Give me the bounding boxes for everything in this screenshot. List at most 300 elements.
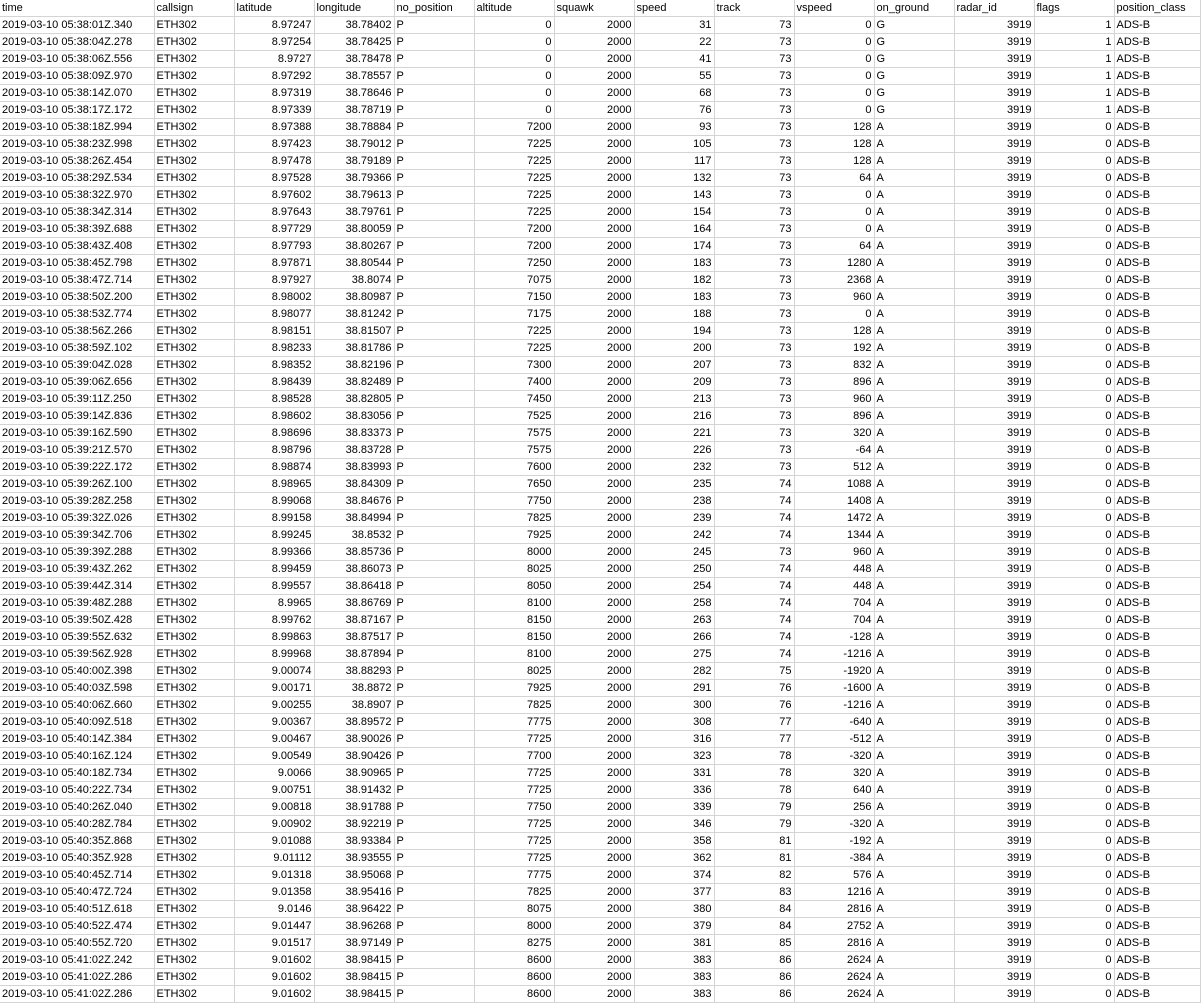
cell-position-class[interactable]: ADS-B (1114, 204, 1200, 221)
cell-altitude[interactable]: 7700 (474, 748, 554, 765)
cell-longitude[interactable]: 38.91432 (314, 782, 394, 799)
cell-vspeed[interactable]: 512 (794, 459, 874, 476)
cell-squawk[interactable]: 2000 (554, 799, 634, 816)
cell-speed[interactable]: 68 (634, 85, 714, 102)
cell-squawk[interactable]: 2000 (554, 153, 634, 170)
cell-speed[interactable]: 379 (634, 918, 714, 935)
cell-vspeed[interactable]: -1600 (794, 680, 874, 697)
cell-flags[interactable]: 0 (1034, 646, 1114, 663)
cell-latitude[interactable]: 9.00902 (234, 816, 314, 833)
cell-time[interactable]: 2019-03-10 05:38:53Z.774 (0, 306, 154, 323)
cell-latitude[interactable]: 8.98874 (234, 459, 314, 476)
cell-track[interactable]: 73 (714, 425, 794, 442)
cell-vspeed[interactable]: -384 (794, 850, 874, 867)
cell-latitude[interactable]: 8.97729 (234, 221, 314, 238)
cell-flags[interactable]: 0 (1034, 136, 1114, 153)
cell-flags[interactable]: 0 (1034, 391, 1114, 408)
cell-time[interactable]: 2019-03-10 05:40:55Z.720 (0, 935, 154, 952)
cell-position-class[interactable]: ADS-B (1114, 391, 1200, 408)
cell-longitude[interactable]: 38.83056 (314, 408, 394, 425)
cell-longitude[interactable]: 38.86418 (314, 578, 394, 595)
cell-vspeed[interactable]: -512 (794, 731, 874, 748)
cell-on-ground[interactable]: A (874, 272, 954, 289)
cell-flags[interactable]: 0 (1034, 425, 1114, 442)
cell-position-class[interactable]: ADS-B (1114, 918, 1200, 935)
cell-altitude[interactable]: 7575 (474, 442, 554, 459)
cell-no-position[interactable]: P (394, 646, 474, 663)
cell-position-class[interactable]: ADS-B (1114, 935, 1200, 952)
cell-track[interactable]: 84 (714, 918, 794, 935)
cell-position-class[interactable]: ADS-B (1114, 731, 1200, 748)
cell-no-position[interactable]: P (394, 323, 474, 340)
cell-longitude[interactable]: 38.96422 (314, 901, 394, 918)
cell-track[interactable]: 81 (714, 850, 794, 867)
cell-altitude[interactable]: 7225 (474, 340, 554, 357)
cell-latitude[interactable]: 8.99863 (234, 629, 314, 646)
cell-squawk[interactable]: 2000 (554, 442, 634, 459)
cell-no-position[interactable]: P (394, 170, 474, 187)
cell-track[interactable]: 73 (714, 544, 794, 561)
cell-on-ground[interactable]: A (874, 884, 954, 901)
cell-radar-id[interactable]: 3919 (954, 663, 1034, 680)
cell-squawk[interactable]: 2000 (554, 748, 634, 765)
cell-track[interactable]: 86 (714, 969, 794, 986)
cell-time[interactable]: 2019-03-10 05:40:06Z.660 (0, 697, 154, 714)
cell-position-class[interactable]: ADS-B (1114, 306, 1200, 323)
cell-no-position[interactable]: P (394, 663, 474, 680)
cell-on-ground[interactable]: A (874, 187, 954, 204)
cell-radar-id[interactable]: 3919 (954, 204, 1034, 221)
cell-longitude[interactable]: 38.87167 (314, 612, 394, 629)
cell-squawk[interactable]: 2000 (554, 102, 634, 119)
cell-latitude[interactable]: 9.01517 (234, 935, 314, 952)
cell-squawk[interactable]: 2000 (554, 510, 634, 527)
cell-callsign[interactable]: ETH302 (154, 459, 234, 476)
cell-position-class[interactable]: ADS-B (1114, 901, 1200, 918)
cell-squawk[interactable]: 2000 (554, 221, 634, 238)
cell-speed[interactable]: 346 (634, 816, 714, 833)
cell-flags[interactable]: 0 (1034, 306, 1114, 323)
cell-position-class[interactable]: ADS-B (1114, 408, 1200, 425)
cell-time[interactable]: 2019-03-10 05:39:22Z.172 (0, 459, 154, 476)
cell-track[interactable]: 74 (714, 629, 794, 646)
cell-longitude[interactable]: 38.84309 (314, 476, 394, 493)
cell-callsign[interactable]: ETH302 (154, 204, 234, 221)
cell-position-class[interactable]: ADS-B (1114, 748, 1200, 765)
cell-radar-id[interactable]: 3919 (954, 34, 1034, 51)
cell-altitude[interactable]: 0 (474, 85, 554, 102)
cell-flags[interactable]: 0 (1034, 510, 1114, 527)
cell-altitude[interactable]: 7825 (474, 697, 554, 714)
cell-flags[interactable]: 0 (1034, 969, 1114, 986)
cell-speed[interactable]: 336 (634, 782, 714, 799)
cell-altitude[interactable]: 7200 (474, 221, 554, 238)
cell-altitude[interactable]: 8050 (474, 578, 554, 595)
cell-longitude[interactable]: 38.98415 (314, 952, 394, 969)
cell-vspeed[interactable]: -320 (794, 816, 874, 833)
cell-speed[interactable]: 374 (634, 867, 714, 884)
cell-on-ground[interactable]: A (874, 544, 954, 561)
cell-flags[interactable]: 0 (1034, 850, 1114, 867)
cell-time[interactable]: 2019-03-10 05:38:39Z.688 (0, 221, 154, 238)
cell-radar-id[interactable]: 3919 (954, 918, 1034, 935)
cell-position-class[interactable]: ADS-B (1114, 867, 1200, 884)
cell-speed[interactable]: 143 (634, 187, 714, 204)
cell-speed[interactable]: 105 (634, 136, 714, 153)
cell-flags[interactable]: 0 (1034, 595, 1114, 612)
cell-on-ground[interactable]: A (874, 901, 954, 918)
cell-radar-id[interactable]: 3919 (954, 102, 1034, 119)
cell-callsign[interactable]: ETH302 (154, 833, 234, 850)
cell-track[interactable]: 73 (714, 68, 794, 85)
cell-position-class[interactable]: ADS-B (1114, 340, 1200, 357)
cell-latitude[interactable]: 9.01602 (234, 969, 314, 986)
cell-vspeed[interactable]: -1920 (794, 663, 874, 680)
cell-altitude[interactable]: 8000 (474, 918, 554, 935)
cell-radar-id[interactable]: 3919 (954, 901, 1034, 918)
cell-vspeed[interactable]: -128 (794, 629, 874, 646)
cell-longitude[interactable]: 38.91788 (314, 799, 394, 816)
cell-altitude[interactable]: 7075 (474, 272, 554, 289)
cell-no-position[interactable]: P (394, 697, 474, 714)
cell-squawk[interactable]: 2000 (554, 17, 634, 34)
cell-altitude[interactable]: 8025 (474, 663, 554, 680)
cell-no-position[interactable]: P (394, 85, 474, 102)
cell-squawk[interactable]: 2000 (554, 323, 634, 340)
cell-on-ground[interactable]: A (874, 527, 954, 544)
cell-no-position[interactable]: P (394, 680, 474, 697)
cell-position-class[interactable]: ADS-B (1114, 714, 1200, 731)
cell-vspeed[interactable]: -1216 (794, 697, 874, 714)
cell-longitude[interactable]: 38.95068 (314, 867, 394, 884)
cell-latitude[interactable]: 8.99557 (234, 578, 314, 595)
cell-callsign[interactable]: ETH302 (154, 510, 234, 527)
cell-vspeed[interactable]: 0 (794, 221, 874, 238)
cell-track[interactable]: 73 (714, 255, 794, 272)
cell-no-position[interactable]: P (394, 51, 474, 68)
cell-radar-id[interactable]: 3919 (954, 629, 1034, 646)
cell-speed[interactable]: 232 (634, 459, 714, 476)
cell-vspeed[interactable]: 128 (794, 119, 874, 136)
cell-speed[interactable]: 216 (634, 408, 714, 425)
cell-track[interactable]: 73 (714, 357, 794, 374)
cell-no-position[interactable]: P (394, 102, 474, 119)
cell-altitude[interactable]: 7925 (474, 680, 554, 697)
cell-callsign[interactable]: ETH302 (154, 918, 234, 935)
cell-vspeed[interactable]: 640 (794, 782, 874, 799)
cell-radar-id[interactable]: 3919 (954, 935, 1034, 952)
cell-vspeed[interactable]: 0 (794, 187, 874, 204)
cell-squawk[interactable]: 2000 (554, 238, 634, 255)
cell-callsign[interactable]: ETH302 (154, 544, 234, 561)
cell-callsign[interactable]: ETH302 (154, 680, 234, 697)
cell-no-position[interactable]: P (394, 527, 474, 544)
cell-speed[interactable]: 182 (634, 272, 714, 289)
cell-longitude[interactable]: 38.98415 (314, 986, 394, 1003)
cell-vspeed[interactable]: 2624 (794, 986, 874, 1003)
cell-radar-id[interactable]: 3919 (954, 136, 1034, 153)
cell-track[interactable]: 76 (714, 697, 794, 714)
cell-speed[interactable]: 239 (634, 510, 714, 527)
cell-track[interactable]: 78 (714, 765, 794, 782)
cell-time[interactable]: 2019-03-10 05:41:02Z.242 (0, 952, 154, 969)
cell-radar-id[interactable]: 3919 (954, 51, 1034, 68)
cell-squawk[interactable]: 2000 (554, 476, 634, 493)
cell-latitude[interactable]: 8.98151 (234, 323, 314, 340)
cell-on-ground[interactable]: A (874, 221, 954, 238)
cell-latitude[interactable]: 8.98002 (234, 289, 314, 306)
cell-altitude[interactable]: 7825 (474, 510, 554, 527)
cell-flags[interactable]: 0 (1034, 238, 1114, 255)
cell-time[interactable]: 2019-03-10 05:38:06Z.556 (0, 51, 154, 68)
cell-longitude[interactable]: 38.79012 (314, 136, 394, 153)
cell-flags[interactable]: 0 (1034, 527, 1114, 544)
cell-callsign[interactable]: ETH302 (154, 289, 234, 306)
cell-track[interactable]: 73 (714, 391, 794, 408)
cell-radar-id[interactable]: 3919 (954, 187, 1034, 204)
cell-latitude[interactable]: 8.98965 (234, 476, 314, 493)
cell-latitude[interactable]: 8.99459 (234, 561, 314, 578)
cell-callsign[interactable]: ETH302 (154, 884, 234, 901)
cell-time[interactable]: 2019-03-10 05:38:09Z.970 (0, 68, 154, 85)
cell-speed[interactable]: 275 (634, 646, 714, 663)
cell-altitude[interactable]: 7725 (474, 782, 554, 799)
cell-squawk[interactable]: 2000 (554, 969, 634, 986)
cell-vspeed[interactable]: 2816 (794, 901, 874, 918)
cell-speed[interactable]: 383 (634, 986, 714, 1003)
cell-on-ground[interactable]: A (874, 646, 954, 663)
column-header-longitude[interactable]: longitude (314, 0, 394, 17)
cell-track[interactable]: 75 (714, 663, 794, 680)
cell-position-class[interactable]: ADS-B (1114, 952, 1200, 969)
cell-longitude[interactable]: 38.92219 (314, 816, 394, 833)
cell-latitude[interactable]: 9.00467 (234, 731, 314, 748)
cell-position-class[interactable]: ADS-B (1114, 51, 1200, 68)
cell-time[interactable]: 2019-03-10 05:38:43Z.408 (0, 238, 154, 255)
cell-squawk[interactable]: 2000 (554, 493, 634, 510)
cell-squawk[interactable]: 2000 (554, 544, 634, 561)
cell-longitude[interactable]: 38.84676 (314, 493, 394, 510)
cell-track[interactable]: 73 (714, 289, 794, 306)
cell-latitude[interactable]: 9.00074 (234, 663, 314, 680)
cell-longitude[interactable]: 38.90426 (314, 748, 394, 765)
cell-position-class[interactable]: ADS-B (1114, 323, 1200, 340)
cell-vspeed[interactable]: 128 (794, 153, 874, 170)
cell-track[interactable]: 73 (714, 221, 794, 238)
cell-time[interactable]: 2019-03-10 05:40:47Z.724 (0, 884, 154, 901)
cell-altitude[interactable]: 8100 (474, 595, 554, 612)
cell-latitude[interactable]: 9.01447 (234, 918, 314, 935)
cell-position-class[interactable]: ADS-B (1114, 969, 1200, 986)
cell-on-ground[interactable]: A (874, 119, 954, 136)
cell-track[interactable]: 77 (714, 731, 794, 748)
cell-vspeed[interactable]: 128 (794, 136, 874, 153)
cell-latitude[interactable]: 8.97793 (234, 238, 314, 255)
cell-time[interactable]: 2019-03-10 05:39:44Z.314 (0, 578, 154, 595)
cell-latitude[interactable]: 8.97339 (234, 102, 314, 119)
cell-on-ground[interactable]: A (874, 136, 954, 153)
cell-on-ground[interactable]: A (874, 714, 954, 731)
cell-callsign[interactable]: ETH302 (154, 408, 234, 425)
cell-flags[interactable]: 0 (1034, 612, 1114, 629)
column-header-squawk[interactable]: squawk (554, 0, 634, 17)
cell-flags[interactable]: 0 (1034, 578, 1114, 595)
cell-time[interactable]: 2019-03-10 05:38:29Z.534 (0, 170, 154, 187)
cell-track[interactable]: 73 (714, 340, 794, 357)
cell-on-ground[interactable]: A (874, 748, 954, 765)
cell-track[interactable]: 86 (714, 986, 794, 1003)
cell-altitude[interactable]: 7225 (474, 170, 554, 187)
cell-longitude[interactable]: 38.97149 (314, 935, 394, 952)
cell-callsign[interactable]: ETH302 (154, 612, 234, 629)
cell-radar-id[interactable]: 3919 (954, 799, 1034, 816)
cell-no-position[interactable]: P (394, 408, 474, 425)
cell-vspeed[interactable]: 128 (794, 323, 874, 340)
cell-longitude[interactable]: 38.83728 (314, 442, 394, 459)
cell-vspeed[interactable]: 0 (794, 34, 874, 51)
column-header-altitude[interactable]: altitude (474, 0, 554, 17)
cell-vspeed[interactable]: 1344 (794, 527, 874, 544)
cell-on-ground[interactable]: G (874, 51, 954, 68)
cell-altitude[interactable]: 7750 (474, 799, 554, 816)
cell-vspeed[interactable]: 0 (794, 17, 874, 34)
cell-radar-id[interactable]: 3919 (954, 986, 1034, 1003)
cell-time[interactable]: 2019-03-10 05:38:01Z.340 (0, 17, 154, 34)
cell-vspeed[interactable]: 960 (794, 289, 874, 306)
cell-callsign[interactable]: ETH302 (154, 119, 234, 136)
cell-callsign[interactable]: ETH302 (154, 850, 234, 867)
cell-callsign[interactable]: ETH302 (154, 663, 234, 680)
cell-no-position[interactable]: P (394, 714, 474, 731)
cell-no-position[interactable]: P (394, 969, 474, 986)
cell-no-position[interactable]: P (394, 289, 474, 306)
cell-track[interactable]: 73 (714, 187, 794, 204)
cell-no-position[interactable]: P (394, 510, 474, 527)
cell-position-class[interactable]: ADS-B (1114, 459, 1200, 476)
cell-time[interactable]: 2019-03-10 05:38:47Z.714 (0, 272, 154, 289)
cell-latitude[interactable]: 8.97927 (234, 272, 314, 289)
cell-time[interactable]: 2019-03-10 05:40:00Z.398 (0, 663, 154, 680)
cell-squawk[interactable]: 2000 (554, 595, 634, 612)
cell-flags[interactable]: 0 (1034, 289, 1114, 306)
cell-radar-id[interactable]: 3919 (954, 816, 1034, 833)
cell-callsign[interactable]: ETH302 (154, 816, 234, 833)
cell-no-position[interactable]: P (394, 935, 474, 952)
cell-track[interactable]: 73 (714, 153, 794, 170)
cell-latitude[interactable]: 8.98233 (234, 340, 314, 357)
cell-track[interactable]: 73 (714, 204, 794, 221)
cell-time[interactable]: 2019-03-10 05:38:59Z.102 (0, 340, 154, 357)
cell-longitude[interactable]: 38.79613 (314, 187, 394, 204)
cell-vspeed[interactable]: 0 (794, 306, 874, 323)
cell-altitude[interactable]: 0 (474, 34, 554, 51)
cell-callsign[interactable]: ETH302 (154, 952, 234, 969)
cell-vspeed[interactable]: 0 (794, 85, 874, 102)
cell-squawk[interactable]: 2000 (554, 170, 634, 187)
cell-track[interactable]: 73 (714, 34, 794, 51)
cell-flags[interactable]: 0 (1034, 884, 1114, 901)
cell-squawk[interactable]: 2000 (554, 204, 634, 221)
cell-longitude[interactable]: 38.93384 (314, 833, 394, 850)
cell-position-class[interactable]: ADS-B (1114, 595, 1200, 612)
cell-squawk[interactable]: 2000 (554, 374, 634, 391)
cell-flags[interactable]: 0 (1034, 204, 1114, 221)
cell-callsign[interactable]: ETH302 (154, 765, 234, 782)
cell-squawk[interactable]: 2000 (554, 935, 634, 952)
cell-callsign[interactable]: ETH302 (154, 136, 234, 153)
cell-longitude[interactable]: 38.80059 (314, 221, 394, 238)
cell-vspeed[interactable]: 448 (794, 561, 874, 578)
cell-no-position[interactable]: P (394, 68, 474, 85)
cell-speed[interactable]: 164 (634, 221, 714, 238)
cell-radar-id[interactable]: 3919 (954, 289, 1034, 306)
cell-time[interactable]: 2019-03-10 05:38:17Z.172 (0, 102, 154, 119)
cell-position-class[interactable]: ADS-B (1114, 17, 1200, 34)
cell-no-position[interactable]: P (394, 833, 474, 850)
cell-longitude[interactable]: 38.83993 (314, 459, 394, 476)
cell-latitude[interactable]: 8.97871 (234, 255, 314, 272)
cell-flags[interactable]: 0 (1034, 323, 1114, 340)
cell-callsign[interactable]: ETH302 (154, 425, 234, 442)
cell-latitude[interactable]: 8.97643 (234, 204, 314, 221)
cell-latitude[interactable]: 8.9727 (234, 51, 314, 68)
cell-latitude[interactable]: 8.97478 (234, 153, 314, 170)
cell-track[interactable]: 85 (714, 935, 794, 952)
cell-altitude[interactable]: 7200 (474, 238, 554, 255)
cell-time[interactable]: 2019-03-10 05:40:45Z.714 (0, 867, 154, 884)
cell-altitude[interactable]: 7225 (474, 153, 554, 170)
cell-time[interactable]: 2019-03-10 05:39:26Z.100 (0, 476, 154, 493)
cell-time[interactable]: 2019-03-10 05:40:52Z.474 (0, 918, 154, 935)
cell-no-position[interactable]: P (394, 561, 474, 578)
cell-callsign[interactable]: ETH302 (154, 85, 234, 102)
cell-squawk[interactable]: 2000 (554, 697, 634, 714)
cell-altitude[interactable]: 7725 (474, 850, 554, 867)
cell-callsign[interactable]: ETH302 (154, 17, 234, 34)
cell-on-ground[interactable]: A (874, 357, 954, 374)
cell-on-ground[interactable]: G (874, 34, 954, 51)
column-header-position-class[interactable]: position_class (1114, 0, 1200, 17)
cell-radar-id[interactable]: 3919 (954, 714, 1034, 731)
cell-position-class[interactable]: ADS-B (1114, 663, 1200, 680)
cell-altitude[interactable]: 7300 (474, 357, 554, 374)
cell-squawk[interactable]: 2000 (554, 527, 634, 544)
cell-latitude[interactable]: 9.00549 (234, 748, 314, 765)
cell-speed[interactable]: 207 (634, 357, 714, 374)
cell-track[interactable]: 74 (714, 646, 794, 663)
cell-radar-id[interactable]: 3919 (954, 765, 1034, 782)
cell-position-class[interactable]: ADS-B (1114, 629, 1200, 646)
cell-no-position[interactable]: P (394, 595, 474, 612)
cell-flags[interactable]: 1 (1034, 17, 1114, 34)
cell-speed[interactable]: 55 (634, 68, 714, 85)
cell-vspeed[interactable]: 2368 (794, 272, 874, 289)
cell-on-ground[interactable]: A (874, 238, 954, 255)
cell-altitude[interactable]: 7725 (474, 731, 554, 748)
cell-speed[interactable]: 31 (634, 17, 714, 34)
cell-latitude[interactable]: 8.98796 (234, 442, 314, 459)
cell-radar-id[interactable]: 3919 (954, 578, 1034, 595)
cell-flags[interactable]: 0 (1034, 867, 1114, 884)
cell-longitude[interactable]: 38.90026 (314, 731, 394, 748)
cell-longitude[interactable]: 38.96268 (314, 918, 394, 935)
cell-longitude[interactable]: 38.95416 (314, 884, 394, 901)
cell-flags[interactable]: 0 (1034, 901, 1114, 918)
cell-vspeed[interactable]: -192 (794, 833, 874, 850)
cell-latitude[interactable]: 9.00255 (234, 697, 314, 714)
cell-radar-id[interactable]: 3919 (954, 153, 1034, 170)
cell-latitude[interactable]: 9.01318 (234, 867, 314, 884)
